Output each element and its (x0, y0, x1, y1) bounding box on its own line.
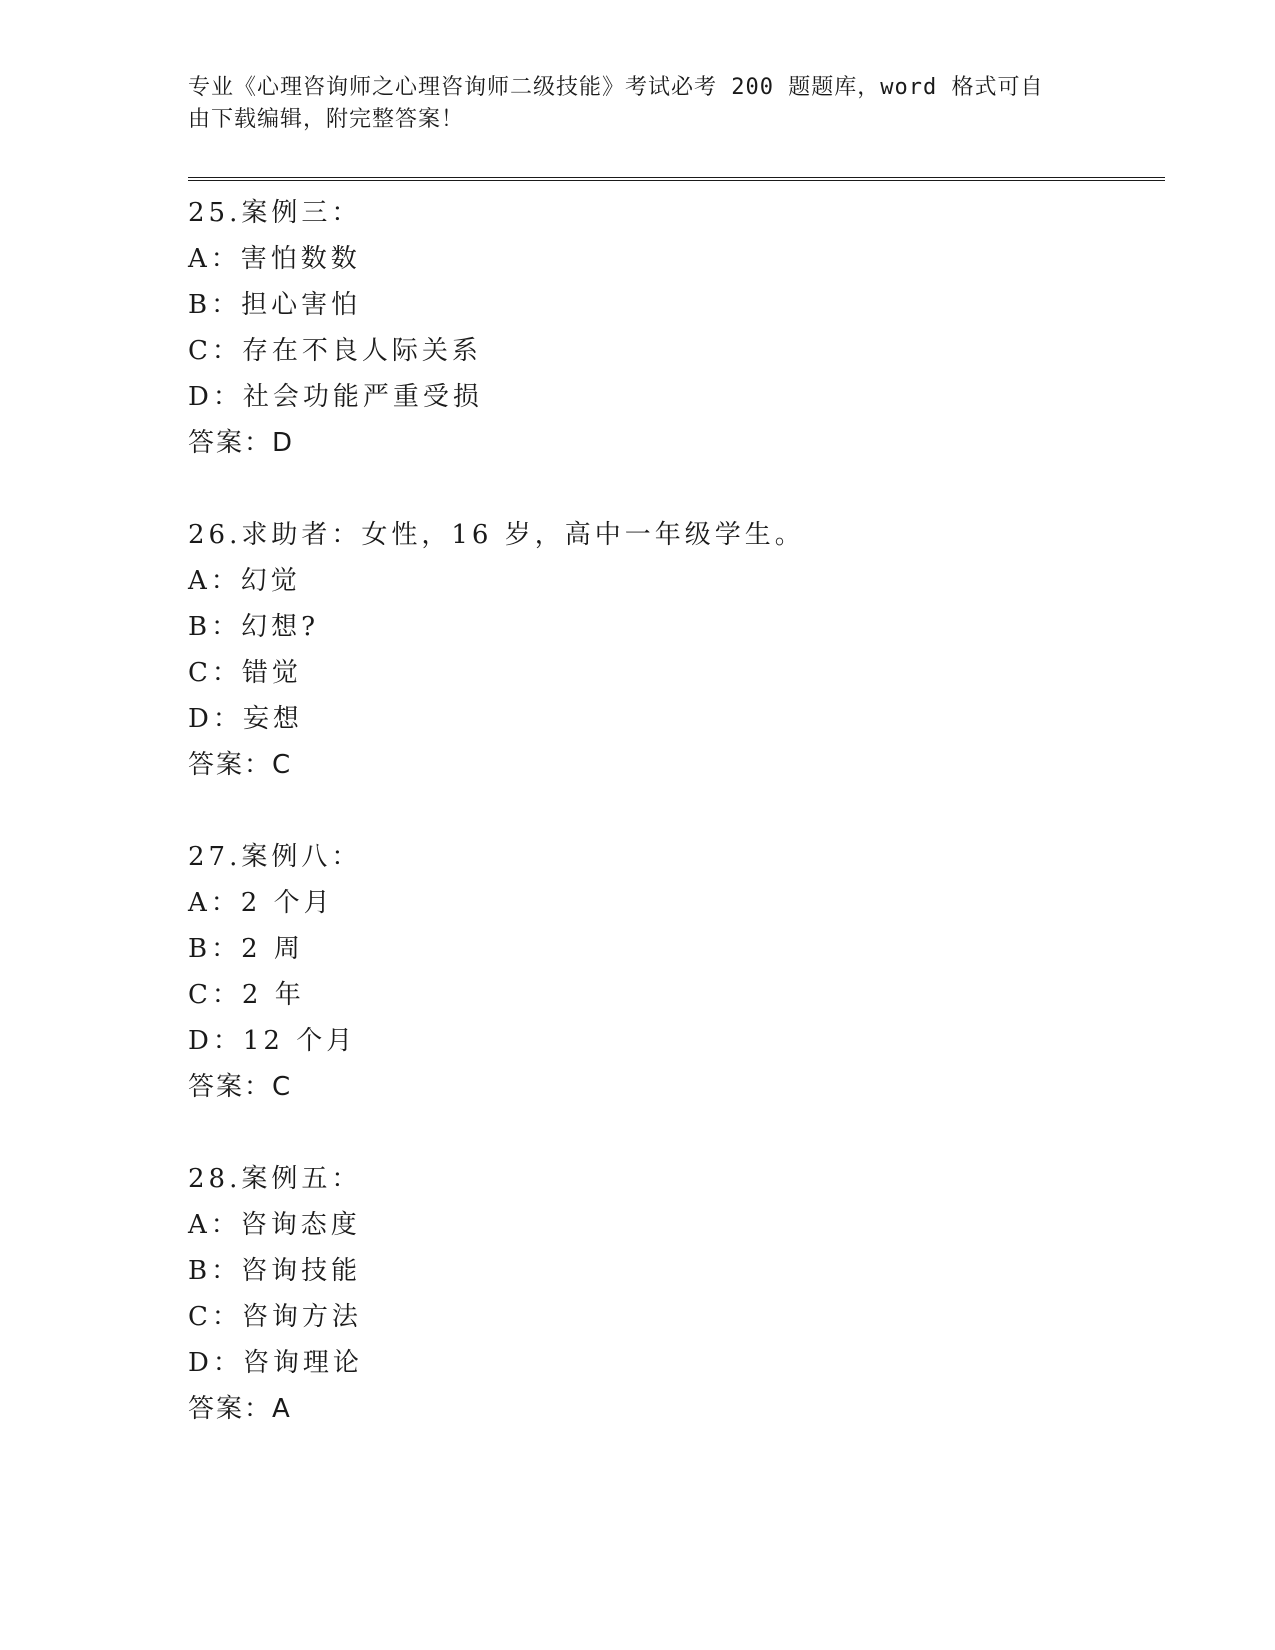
option-c: C：2 年 (188, 980, 305, 1010)
header-divider (188, 177, 1165, 181)
answer-line: 答案：C (188, 750, 293, 780)
question-28 (188, 1156, 1148, 1432)
question-list (188, 190, 1148, 1478)
option-c: C：咨询方法 (188, 1302, 362, 1332)
option-d: D：12 个月 (188, 1026, 357, 1056)
option-d: D：妄想 (188, 704, 303, 734)
question-stem: 28.案例五： (188, 1164, 362, 1194)
document-header (188, 72, 1088, 136)
answer-line: 答案：D (188, 428, 295, 458)
option-b: B：咨询技能 (188, 1256, 362, 1286)
option-b: B：幻想? (188, 612, 320, 642)
question-25 (188, 190, 1148, 466)
option-c: C：错觉 (188, 658, 302, 688)
header-line-2: 由下载编辑，附完整答案！ (188, 107, 465, 132)
option-a: A：害怕数数 (188, 244, 361, 274)
option-c: C：存在不良人际关系 (188, 336, 482, 366)
question-stem: 26.求助者：女性，16 岁，高中一年级学生。 (188, 520, 805, 550)
question-stem: 27.案例八： (188, 842, 362, 872)
option-d: D：咨询理论 (188, 1348, 363, 1378)
header-line-1: 专业《心理咨询师之心理咨询师二级技能》考试必考 200 题题库，word 格式可自 (188, 75, 1044, 100)
answer-line: 答案：C (188, 1072, 293, 1102)
answer-line: 答案：A (188, 1394, 292, 1424)
question-27 (188, 834, 1148, 1110)
question-26 (188, 512, 1148, 788)
option-a: A：2 个月 (188, 888, 334, 918)
option-b: B：担心害怕 (188, 290, 362, 320)
question-stem: 25.案例三： (188, 198, 362, 228)
option-d: D：社会功能严重受损 (188, 382, 483, 412)
option-a: A：幻觉 (188, 566, 301, 596)
option-a: A：咨询态度 (188, 1210, 361, 1240)
option-b: B：2 周 (188, 934, 304, 964)
